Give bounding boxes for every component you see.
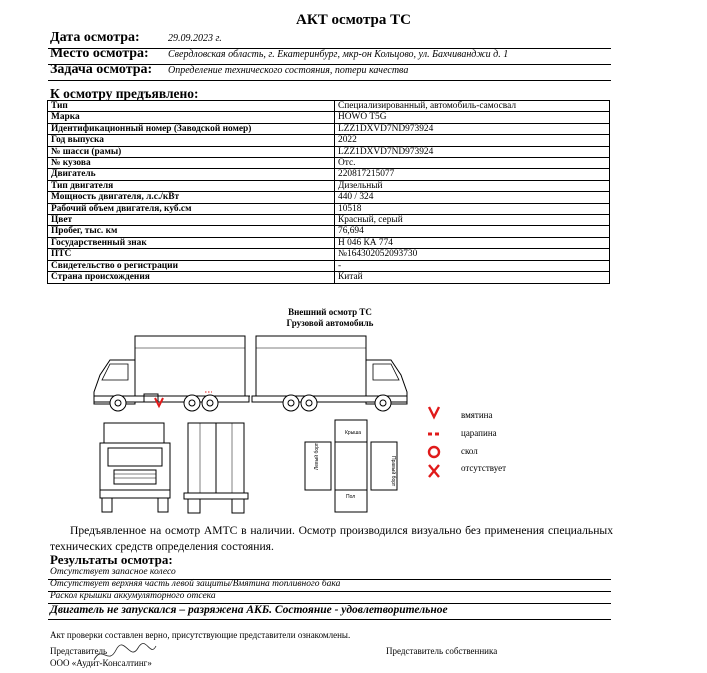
spec-value: Специализированный, автомобиль-самосвал [335,101,610,112]
missing-legend-icon [429,465,439,477]
spec-row [48,135,610,146]
spec-key: ПТС [48,249,335,260]
spec-row [48,272,610,283]
right-side-label: Правый борт [390,456,396,487]
spec-value: LZZ1DXVD7ND973924 [335,123,610,134]
spec-row [48,146,610,157]
diagram-subtitle: Грузовой автомобиль [286,318,374,328]
results-heading: Результаты осмотра: [50,552,173,567]
spec-row [48,226,610,237]
spec-value: - [335,260,610,271]
place-label: Место осмотра: [50,46,149,61]
spec-row [48,203,610,214]
representative-label: Представитель [50,646,108,656]
spec-key: Страна происхождения [48,272,335,283]
spec-value: 10518 [335,203,610,214]
spec-value: Красный, серый [335,215,610,226]
spec-key: Год выпуска [48,135,335,146]
spec-value: 220817215077 [335,169,610,180]
spec-key: Государственный знак [48,237,335,248]
result-text: Отсутствует запасное колесо [50,567,176,577]
spec-row [48,237,610,248]
spec-row [48,249,610,260]
owner-representative-label: Представитель собственника [386,646,498,656]
truck-left-side-view [94,336,250,411]
spec-value: №164302052093730 [335,249,610,260]
inspection-task-row [48,64,611,81]
spec-row [48,169,610,180]
spec-row [48,123,610,134]
spec-value: 440 / 324 [335,192,610,203]
spec-key: Двигатель [48,169,335,180]
spec-key: Марка [48,112,335,123]
result-text: Отсутствует верхняя часть левой защиты/Вмятина топливного бака [50,579,341,589]
spec-value: Китай [335,272,610,283]
inspection-paragraph: Предъявленное на осмотр АМТС в наличии. Осмотр производился визуально без применения специальных технических средств определения состояния. [50,524,613,553]
legend-scratch-label: царапина [461,428,497,438]
spec-key: Мощность двигателя, л.с./кВт [48,192,335,203]
spec-row [48,215,610,226]
spec-key: Свидетельство о регистрации [48,260,335,271]
roof-label: Крыша [345,430,362,436]
spec-value: Дизельный [335,180,610,191]
agreement-text: Акт проверки составлен верно, присутствующие представители ознакомлены. [50,630,351,640]
task-label: Задача осмотра: [50,62,153,77]
spec-row [48,112,610,123]
truck-diagram [80,330,420,518]
spec-key: № шасси (рамы) [48,146,335,157]
floor-label: Пол [346,494,356,500]
dent-legend-icon [429,407,439,417]
spec-key: Идентификационный номер (Заводской номер) [48,123,335,134]
spec-key: Тип [48,101,335,112]
vehicle-spec-table [47,100,610,284]
spec-key: Пробег, тыс. км [48,226,335,237]
representative-org: ООО «Аудит-Консалтинг» [50,658,152,668]
spec-value: HOWO T5G [335,112,610,123]
spec-value: 2022 [335,135,610,146]
spec-key: Рабочий объем двигателя, куб.см [48,203,335,214]
damage-legend-icons [424,404,448,480]
truck-rear-view [184,423,248,513]
truck-front-view [100,423,170,512]
legend-chip-label: скол [461,446,478,456]
result-text: Раскол крышки аккумуляторного отсека [50,591,216,601]
legend-missing-label: отсутствует [461,463,507,473]
diagram-title: Внешний осмотр ТС [288,307,372,317]
left-side-label: Левый борт [314,442,320,470]
presented-heading: К осмотру предъявлено: [50,86,199,101]
date-value: 29.09.2023 г. [168,33,222,44]
signature-icon [90,640,160,668]
spec-value: 76,694 [335,226,610,237]
truck-right-side-view [252,336,407,411]
document-title: АКТ осмотра ТС [296,12,411,28]
spec-row [48,158,610,169]
spec-key: № кузова [48,158,335,169]
legend-dent-label: вмятина [461,410,493,420]
date-label: Дата осмотра: [50,30,140,45]
spec-row [48,101,610,112]
spec-value: Н 046 КА 774 [335,237,610,248]
spec-value: LZZ1DXVD7ND973924 [335,146,610,157]
conclusion-line [48,603,611,620]
spec-key: Цвет [48,215,335,226]
spec-key: Тип двигателя [48,180,335,191]
spec-row [48,192,610,203]
chip-legend-icon [429,447,439,457]
spec-row [48,260,610,271]
spec-row [48,180,610,191]
spec-value: Отс. [335,158,610,169]
task-value: Определение технического состояния, потери качества [168,65,409,76]
conclusion-text: Двигатель не запускался – разряжена АКБ. Состояние - удовлетворительное [50,604,448,616]
place-value: Свердловская область, г. Екатеринбург, мкр-он Кольцово, ул. Бахчиванджи д. 1 [168,49,509,60]
